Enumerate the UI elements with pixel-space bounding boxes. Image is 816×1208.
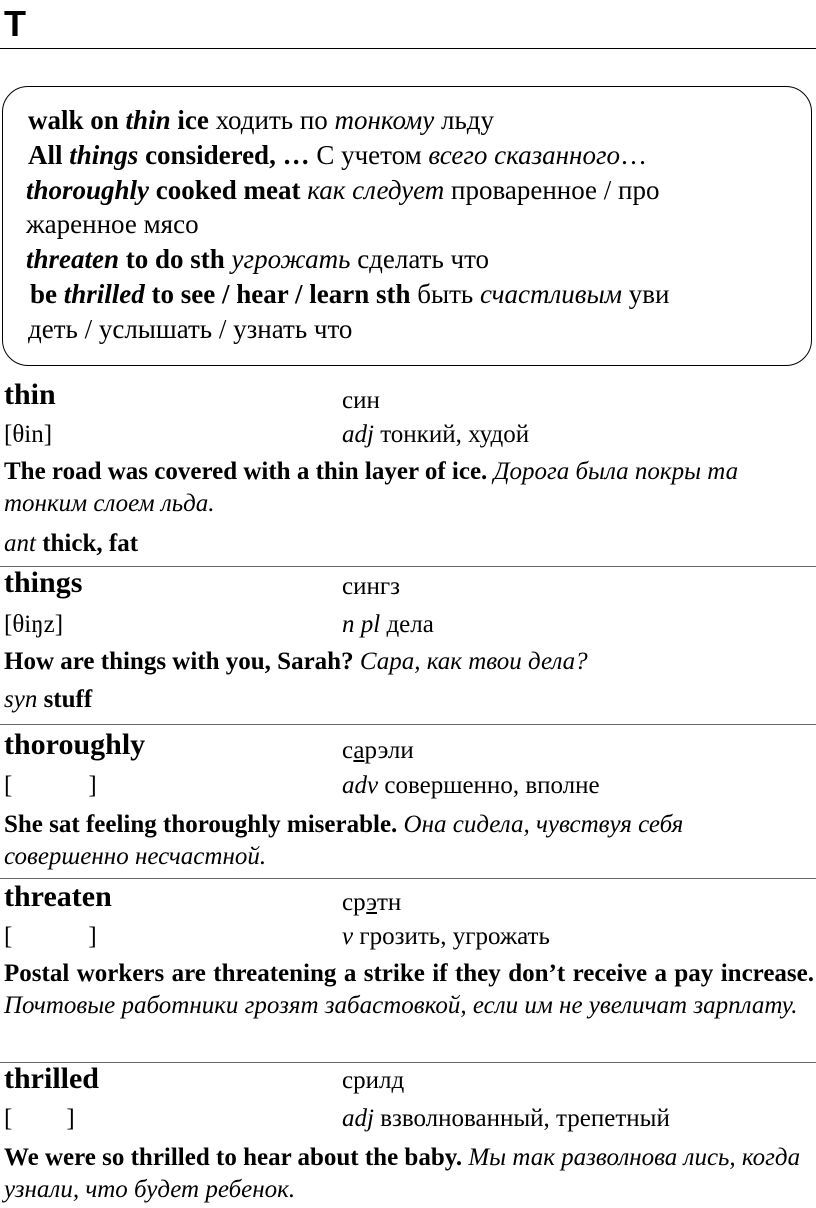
phrase-line: деть / услышать / узнать что [28, 314, 353, 344]
entry-translation: v грозить, угрожать [342, 923, 550, 950]
entry-divider [0, 1062, 816, 1063]
entry-example: We were so thrilled to hear about the baby. Мы так разволнова лись, когда узнали, что будет ребенок. [4, 1144, 801, 1203]
entry-translation: adj взволнованный, трепетный [342, 1105, 670, 1132]
phrase-line: threaten to do sth угрожать сделать что [26, 244, 490, 274]
entry-headword: threaten [4, 880, 112, 913]
entry-example: She sat feeling thoroughly miserable. Она сидела, чувствуя себя совершенно несчастной. [4, 811, 684, 870]
entry-synonyms: syn stuff [4, 686, 93, 713]
phrase-line: thoroughly cooked meat как следует проваренное / про [26, 175, 660, 205]
entry-pronunciation: син [342, 387, 380, 414]
entry-headword: things [4, 566, 83, 599]
entry-transcription: [θiŋz] [4, 611, 64, 638]
entry-antonyms: ant thick, fat [4, 530, 139, 557]
entry-transcription: [θin] [4, 421, 53, 448]
entry-transcription: [ ] [4, 772, 97, 799]
entry-divider [0, 724, 816, 725]
section-letter: T [4, 3, 26, 44]
phrase-line: walk on thin ice ходить по тонкому льду [28, 105, 494, 135]
entry-example: The road was covered with a thin layer of ice. Дорога была покры та тонким слоем льда. [4, 458, 739, 517]
entry-divider [0, 878, 816, 879]
entry-pronunciation: срилд [342, 1067, 405, 1094]
phrase-line: be thrilled to see / hear / learn sth быть счастливым уви [30, 279, 670, 309]
section-divider [0, 48, 816, 49]
entry-pronunciation: срэтн [342, 889, 402, 916]
entry-example: Postal workers are threatening a strike if they don’t receive a pay increase. Почтовые работники грозят забастовкой, если им не увеличат зарплату. [4, 960, 814, 1019]
entry-example: How are things with you, Sarah? Сара, как твои дела? [4, 648, 588, 675]
entry-pronunciation: сингз [342, 573, 400, 600]
entry-divider [0, 566, 816, 567]
entry-transcription: [ ] [4, 923, 97, 950]
entry-headword: thrilled [4, 1062, 99, 1095]
entry-translation: adv совершенно, вполне [342, 772, 600, 799]
entry-headword: thin [4, 378, 56, 411]
entry-headword: thoroughly [4, 728, 146, 761]
entry-pronunciation: сарэли [342, 737, 414, 764]
entry-translation: adj тонкий, худой [342, 421, 530, 448]
entry-translation: n pl дела [342, 611, 434, 638]
entry-transcription: [ ] [4, 1105, 75, 1132]
phrase-line: жаренное мясо [26, 209, 199, 239]
phrase-line: All things considered, … С учетом всего сказанного… [28, 140, 647, 170]
